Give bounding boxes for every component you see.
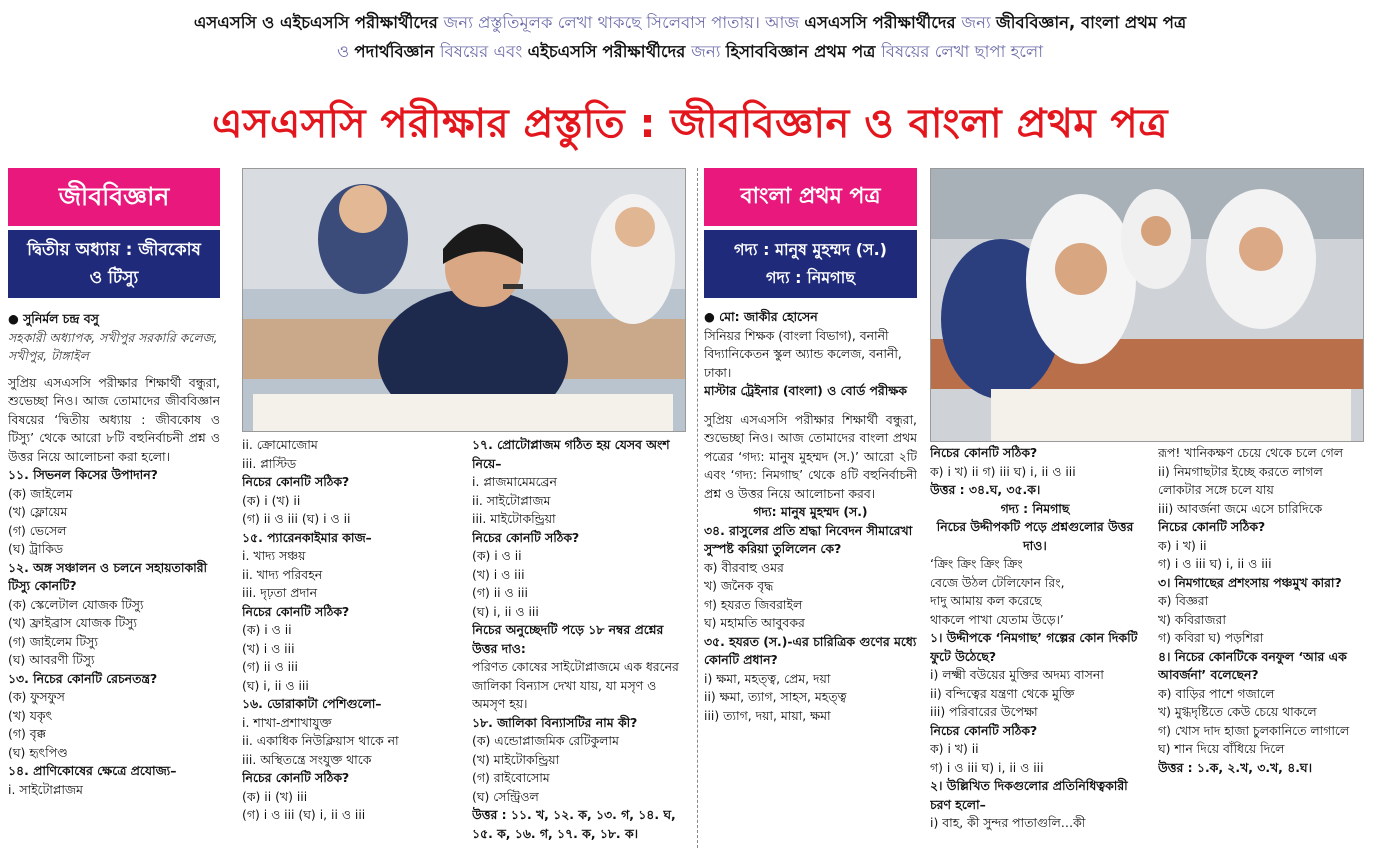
text-line: রূপ! খানিকক্ষণ চেয়ে থেকে চলে গেল [1158, 445, 1343, 460]
text-line: গ) কবিরা ঘ) পড়শিরা [1158, 630, 1264, 645]
text-line: i. প্লাজমামেমব্রেন [472, 474, 557, 489]
text-line: i) ক্ষমা, মহত্ত্ব, প্রেম, দয়া [704, 670, 831, 686]
bangla-questions-col5 [930, 444, 1140, 854]
text-line: থাকলে পাখা যেতাম উড়ে।’ [930, 611, 1064, 627]
intro-text [0, 8, 1380, 66]
bio-intro-paragraph: সুপ্রিয় এসএসসি পরীক্ষার শিক্ষার্থী বন্ধুরা, শুভেচ্ছা নিও। আজ তোমাদের জীববিজ্ঞান বিষয়ের ‘দ্বিতীয় অধ্যায় : জীবকোষ ও টিস্যু’ থেকে আরো ৮টি বহুনির্বাচনী প্রশ্ন ও উত্তর নিয়ে আলোচনা করা হলো। [8, 374, 220, 464]
text-line: ঘ) শান দিয়ে বাঁধিয়ে দিলে [1158, 741, 1285, 756]
question-line: ৩৫. হযরত (স.)-এর চারিত্রিক গুণের মধ্যে কোনটি প্রধান? [704, 633, 917, 667]
bangla-chapter-line-2: গদ্য : নিমগাছ [766, 268, 855, 287]
question-line: ১। উদ্দীপকে ‘নিমগাছ’ গল্পের কোন দিকটি ফুটে উঠেছে? [930, 630, 1138, 664]
exam-photo-girls [930, 168, 1364, 442]
text-line: (গ) ii ও iii (ঘ) i ও ii [242, 511, 351, 526]
question-line: ৩৪. রাসুলের প্রতি শ্রদ্ধা নিবেদন সীমারেখা সুস্পষ্ট করিয়া তুলিলেন কে? [704, 522, 913, 556]
question-line: ১১. সিভনল কিসের উপাদান? [8, 467, 158, 482]
text-line: i. খাদ্য সঞ্চয় [242, 548, 306, 563]
text-line: (খ) i ও iii [242, 640, 295, 656]
exam-photo-students [242, 168, 686, 432]
question-line: নিচের কোনটি সঠিক? [472, 529, 580, 545]
text-line: (ঘ) হৃৎপিণ্ড [8, 744, 68, 760]
question-line: ১৫. প্যারেনকাইমার কাজ– [242, 529, 372, 545]
question-line: ১৪. প্রাণিকোষের ক্ষেত্রে প্রযোজ্য– [8, 763, 177, 778]
bio-questions-col3 [472, 436, 690, 856]
text-line: (ক) i (খ) ii [242, 492, 301, 508]
text-line: গ) i ও iii ঘ) i, ii ও iii [1158, 556, 1272, 571]
text-line: ক) বীরবাহু ওমর [704, 559, 784, 575]
bio-chapter-banner: দ্বিতীয় অধ্যায় : জীবকোষ ও টিস্যু [8, 230, 220, 298]
bangla-author-name: ● মো: জাকীর হোসেন [704, 309, 818, 324]
text-line: ঘ) মহামতি আবুবকর [704, 615, 805, 630]
text-line: ii. সাইটোপ্লাজম [472, 492, 551, 508]
bio-author-title: সহকারী অধ্যাপক, সখীপুর সরকারি কলেজ, সখীপুর, টাঙ্গাইল [8, 329, 218, 363]
text-line: (গ) i ও iii (ঘ) i, ii ও iii [242, 807, 366, 822]
text-line: iii) ত্যাগ, দয়া, মায়া, ক্ষমা [704, 707, 831, 723]
bangla-questions-col4 [704, 411, 917, 726]
bangla-chapter-line-1: গদ্য : মানুষ মুহম্মদ (স.) [734, 240, 887, 259]
text-line: i. সাইটোপ্লাজম [8, 781, 83, 797]
text-line: ii. ক্রোমোজোম [242, 437, 318, 452]
text-line: (ক) i ও ii [472, 548, 522, 563]
question-line: ১৩. নিচের কোনটি রেচনতন্ত্র? [8, 670, 158, 686]
text-line: ii) নিমগাছটার ইচ্ছে করতে লাগল লোকটার সঙ্গে চলে যায় [1158, 463, 1323, 497]
answer-key: উত্তর : ৩৪.ঘ, ৩৫.ক। [930, 482, 1041, 497]
bangla-questions-col6 [1158, 444, 1366, 854]
answer-key: উত্তর : ১১. খ, ১২. ক, ১৩. গ, ১৪. ঘ, ১৫. ক, ১৬. গ, ১৭. ক, ১৮. ক। [472, 807, 676, 841]
bio-questions-col2 [242, 436, 457, 856]
text-line: খ) কবিরাজরা [1158, 611, 1226, 627]
text-line: ক) বাড়ির পাশে গজালে [1158, 685, 1275, 701]
text-line: সুপ্রিয় এসএসসি পরীক্ষার শিক্ষার্থী বন্ধুরা, শুভেচ্ছা নিও। আজ তোমাদের বাংলা প্রথম পত্রের ‘গদ্য: মানুষ মুহম্মদ (স.)’ আরো ২টি এবং ‘গদ্য: নিমগাছ’ থেকে ৪টি বহুনির্বাচনী প্রশ্ন ও উত্তর নিয়ে আলোচনা করব। [704, 411, 917, 501]
question-line: ১৬. ডোরাকাটা পেশিগুলো– [242, 696, 382, 711]
text-line: i) লক্ষ্মী বউয়ের মুক্তির অদম্য বাসনা [930, 667, 1104, 682]
text-line: বেজে উঠল টেলিফোন রিং, [930, 574, 1065, 590]
question-line: নিচের কোনটি সঠিক? [242, 603, 350, 619]
text-line: (গ) ভেসেল [8, 522, 67, 538]
text-line: (খ) i ও iii [472, 566, 525, 582]
question-line: নিচের উদ্দীপকটি পড়ে প্রশ্নগুলোর উত্তর দাও। [936, 519, 1134, 553]
text-line: (ক) এন্ডোপ্লাজমিক রেটিকুলাম [472, 733, 619, 748]
text-line: খ) জনৈক বৃদ্ধ [704, 578, 774, 593]
text-line: (ঘ) i, ii ও iii [242, 677, 309, 693]
text-line: ‘ক্রিং ক্রিং ক্রিং ক্রিং [930, 556, 1023, 571]
text-line: iii. মাইটোকন্ড্রিয়া [472, 511, 556, 526]
bangla-chapter-banner [704, 230, 917, 298]
question-line: নিচের কোনটি সঠিক? [930, 722, 1038, 738]
text-line: iii. অস্থিতন্ত্রে সংযুক্ত থাকে [242, 751, 372, 767]
question-line: ৩। নিমগাছের প্রশংসায় পঞ্চমুখ কারা? [1158, 574, 1342, 590]
text-line: (খ) যকৃৎ [8, 707, 53, 723]
exam-hall-image-2 [931, 169, 1363, 441]
question-line: নিচের অনুচ্ছেদটি পড়ে ১৮ নম্বর প্রশ্নের উত্তর দাও: [472, 622, 664, 656]
question-line: ১৭. প্রোটোপ্লাজম গঠিত হয় যেসব অংশ নিয়ে– [472, 437, 670, 471]
text-line: (ক) ফুসফুস [8, 689, 65, 704]
bangla-author-title: সিনিয়র শিক্ষক (বাংলা বিভাগ), বনানী বিদ্যানিকেতন স্কুল অ্যান্ড কলেজ, বনানী, ঢাকা। [704, 327, 902, 380]
text-line: (ক) স্কেলেটাল যোজক টিস্যু [8, 596, 144, 612]
text-line: (ক) জাইলেম [8, 485, 73, 501]
text-line: ক) i খ) ii গ) iii ঘ) i, ii ও iii [930, 463, 1076, 479]
text-line: iii) পরিবারের উপেক্ষা [930, 704, 1038, 719]
text-line: ii) বন্দিত্বের যন্ত্রণা থেকে মুক্তি [930, 685, 1075, 701]
text-line: ক) i খ) ii [1158, 537, 1207, 553]
question-line: ১৮. জালিকা বিন্যাসটির নাম কী? [472, 714, 638, 730]
text-line: (ঘ) সেন্ট্রিওল [472, 788, 539, 804]
text-line: ii. খাদ্য পরিবহন [242, 566, 323, 582]
bio-author-name: ● সুনির্মল চন্দ্র বসু [8, 311, 99, 326]
text-line: ii) ক্ষমা, ত্যাগ, সাহস, মহত্ত্ব [704, 689, 847, 704]
bio-questions-col1 [8, 466, 220, 799]
question-line: নিচের কোনটি সঠিক? [242, 474, 350, 489]
text-line: (খ) ফ্লোয়েম [8, 504, 68, 519]
text-line: iii. দৃঢ়তা প্রদান [242, 585, 318, 600]
intro-line-2: ও পদার্থবিজ্ঞান বিষয়ের এবং এইচএসসি পরীক্ষার্থীদের জন্য হিসাববিজ্ঞান প্রথম পত্র বিষয়ের লেখা ছাপা হলো [337, 42, 1043, 61]
text-line: (গ) ii ও iii [242, 659, 298, 674]
text-line: (খ) মাইটোকন্ড্রিয়া [472, 751, 560, 767]
text-line: ক) বিজ্ঞরা [1158, 593, 1209, 608]
intro-line-1: এসএসসি ও এইচএসসি পরীক্ষার্থীদের জন্য প্রস্তুতিমূলক লেখা থাকছে সিলেবাস পাতায়। আজ এসএসসি পরীক্ষার্থীদের জন্য জীববিজ্ঞান, বাংলা প্রথম পত্র [193, 13, 1187, 32]
text-line: i. শাখা-প্রশাখাযুক্ত [242, 714, 332, 730]
text-line: (খ) ফ্রাইব্রাস যোজক টিস্যু [8, 615, 138, 630]
text-line: পরিণত কোষের সাইটোপ্লাজমে এক ধরনের জালিকা বিন্যাস দেখা যায়, যা মসৃণ ও অমসৃণ হয়। [472, 659, 679, 711]
question-line: গদ্য : নিমগাছ [1000, 500, 1070, 516]
column-divider [697, 168, 698, 848]
text-line: (গ) ii ও iii [472, 585, 528, 600]
question-line: নিচের কোনটি সঠিক? [1158, 519, 1266, 534]
text-line: গ) খোস দাদ হাজা চুলকানিতে লাগালে [1158, 722, 1350, 738]
answer-key: উত্তর : ১.ক, ২.খ, ৩.খ, ৪.ঘ। [1158, 759, 1313, 775]
text-line: খ) মুগ্ধদৃষ্টিতে কেউ চেয়ে থাকলে [1158, 704, 1317, 719]
text-line: (গ) বৃক্ক [8, 726, 46, 741]
bangla-header-column [704, 168, 917, 868]
bangla-author-role: মাস্টার ট্রেইনার (বাংলা) ও বোর্ড পরীক্ষক [704, 383, 907, 398]
bio-header-column [8, 168, 220, 868]
question-line: নিচের কোনটি সঠিক? [242, 770, 350, 785]
question-line: ২। উল্লিখিত দিকগুলোর প্রতিনিধিত্বকারী চরণ হলো– [930, 778, 1128, 812]
text-line: i) বাহ, কী সুন্দর পাতাগুলি…কী [930, 815, 1086, 830]
text-line: (ঘ) আবরণী টিস্যু [8, 652, 95, 667]
text-line: iii) আবর্জনা জমে এসে চারিদিকে [1158, 500, 1323, 516]
question-line: ৪। নিচের কোনটিকে বনফুল ‘আর এক আবর্জনা’ বলেছেন? [1158, 648, 1347, 682]
text-line: (ঘ) ট্রাকিড [8, 541, 63, 556]
text-line: iii. প্লাস্টিড [242, 455, 297, 471]
text-line: (ঘ) i, ii ও iii [472, 603, 539, 619]
text-line: (ক) i ও ii [242, 622, 292, 637]
text-line: ii. একাধিক নিউক্লিয়াস থাকে না [242, 733, 399, 748]
text-line: (ক) ii (খ) iii [242, 788, 308, 804]
text-line: গ) হযরত জিবরাইল [704, 596, 803, 612]
exam-hall-image [243, 169, 685, 431]
page-headline: এসএসসি পরীক্ষার প্রস্তুতি : জীববিজ্ঞান ও বাংলা প্রথম পত্র [211, 101, 1169, 147]
text-line: দাদু আমায় কল করেছে [930, 593, 1042, 608]
text-line: (গ) রাইবোসোম [472, 770, 550, 785]
text-line: গ) i ও iii ঘ) i, ii ও iii [930, 759, 1044, 775]
question-line: নিচের কোনটি সঠিক? [930, 445, 1038, 460]
question-line: ১২. অঙ্গ সঞ্চালন ও চলনে সহায়তাকারী টিস্যু কোনটি? [8, 559, 208, 593]
bio-subject-banner: জীববিজ্ঞান [8, 168, 220, 226]
text-line: ক) i খ) ii [930, 741, 979, 756]
bangla-subject-banner: বাংলা প্রথম পত্র [704, 168, 917, 226]
question-line: গদ্য: মানুষ মুহম্মদ (স.) [753, 504, 868, 519]
text-line: (গ) জাইলেম টিস্যু [8, 633, 98, 649]
